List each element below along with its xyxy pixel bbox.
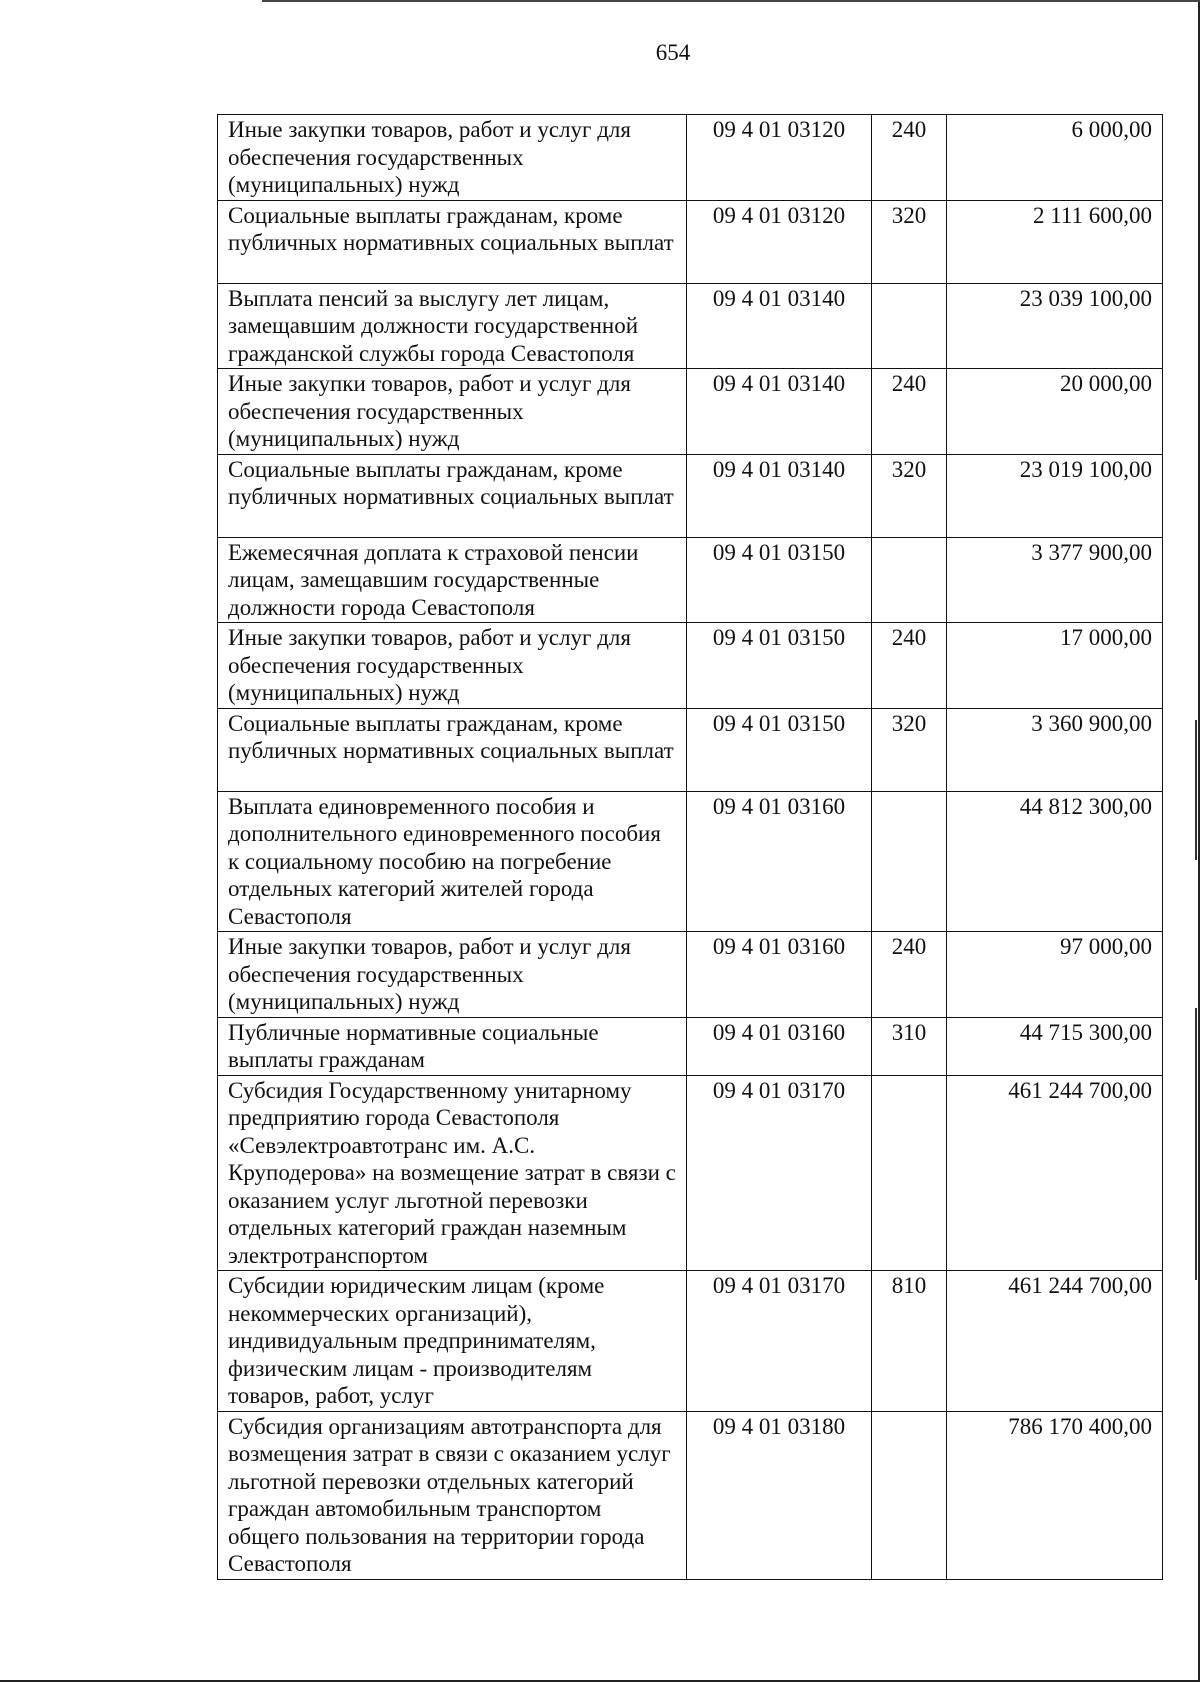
table-row xyxy=(218,115,1163,201)
amount-cell: 20 000,00 xyxy=(947,369,1163,455)
expense-type-cell xyxy=(872,1075,947,1271)
table-row xyxy=(218,283,1163,369)
expense-name-cell: Иные закупки товаров, работ и услуг для обеспечения государственных (муниципальных) нужд xyxy=(218,369,687,455)
table-row xyxy=(218,1017,1163,1075)
expense-type-cell: 240 xyxy=(872,369,947,455)
target-code-cell: 09 4 01 03160 xyxy=(687,1017,872,1075)
expense-type-cell: 240 xyxy=(872,115,947,201)
target-code-cell: 09 4 01 03160 xyxy=(687,791,872,932)
target-code-cell: 09 4 01 03150 xyxy=(687,537,872,623)
expense-type-cell: 320 xyxy=(872,454,947,537)
table-row xyxy=(218,369,1163,455)
expense-name-cell: Иные закупки товаров, работ и услуг для обеспечения государственных (муниципальных) нужд xyxy=(218,932,687,1018)
amount-cell: 3 360 900,00 xyxy=(947,708,1163,791)
scan-top-edge xyxy=(262,0,1200,2)
table-row xyxy=(218,1411,1163,1579)
expense-type-cell xyxy=(872,1411,947,1579)
amount-cell: 23 039 100,00 xyxy=(947,283,1163,369)
target-code-cell: 09 4 01 03140 xyxy=(687,369,872,455)
table-row xyxy=(218,708,1163,791)
expense-type-cell: 240 xyxy=(872,623,947,709)
expense-type-cell: 240 xyxy=(872,932,947,1018)
page-number: 654 xyxy=(655,40,691,65)
amount-cell: 17 000,00 xyxy=(947,623,1163,709)
amount-cell: 23 019 100,00 xyxy=(947,454,1163,537)
expense-name-cell: Социальные выплаты гражданам, кроме публичных нормативных социальных выплат xyxy=(218,708,687,791)
expense-name-cell: Выплата единовременного пособия и дополнительного единовременного пособия к социальному пособию на погребение отдельных категорий жителей города Севастополя xyxy=(218,791,687,932)
amount-cell: 461 244 700,00 xyxy=(947,1075,1163,1271)
expense-type-cell: 320 xyxy=(872,200,947,283)
scan-edge-mark xyxy=(1195,1008,1197,1280)
expense-name-cell: Субсидии юридическим лицам (кроме некоммерческих организаций), индивидуальным предпринимателям, физическим лицам - производителям товаров, работ, услуг xyxy=(218,1271,687,1412)
budget-table xyxy=(217,114,1163,1580)
table-row xyxy=(218,791,1163,932)
target-code-cell: 09 4 01 03140 xyxy=(687,454,872,537)
expense-name-cell: Социальные выплаты гражданам, кроме публичных нормативных социальных выплат xyxy=(218,454,687,537)
amount-cell: 6 000,00 xyxy=(947,115,1163,201)
target-code-cell: 09 4 01 03150 xyxy=(687,623,872,709)
table-row xyxy=(218,537,1163,623)
table-row xyxy=(218,932,1163,1018)
target-code-cell: 09 4 01 03160 xyxy=(687,932,872,1018)
expense-name-cell: Иные закупки товаров, работ и услуг для обеспечения государственных (муниципальных) нужд xyxy=(218,623,687,709)
amount-cell: 2 111 600,00 xyxy=(947,200,1163,283)
amount-cell: 786 170 400,00 xyxy=(947,1411,1163,1579)
table-row xyxy=(218,623,1163,709)
target-code-cell: 09 4 01 03170 xyxy=(687,1271,872,1412)
target-code-cell: 09 4 01 03140 xyxy=(687,283,872,369)
table-row xyxy=(218,200,1163,283)
table-row xyxy=(218,1271,1163,1412)
amount-cell: 97 000,00 xyxy=(947,932,1163,1018)
expense-name-cell: Иные закупки товаров, работ и услуг для обеспечения государственных (муниципальных) нужд xyxy=(218,115,687,201)
budget-table-body xyxy=(218,115,1163,1580)
expense-name-cell: Субсидия Государственному унитарному предприятию города Севастополя «Севэлектроавтотранс им. А.С. Круподерова» на возмещение затрат в связи с оказанием услуг льготной перевозки отдельных категорий граждан наземным электротранспортом xyxy=(218,1075,687,1271)
expense-type-cell: 320 xyxy=(872,708,947,791)
expense-name-cell: Выплата пенсий за выслугу лет лицам, замещавшим должности государственной гражданской службы города Севастополя xyxy=(218,283,687,369)
target-code-cell: 09 4 01 03120 xyxy=(687,200,872,283)
amount-cell: 44 715 300,00 xyxy=(947,1017,1163,1075)
expense-name-cell: Ежемесячная доплата к страховой пенсии лицам, замещавшим государственные должности города Севастополя xyxy=(218,537,687,623)
expense-type-cell xyxy=(872,791,947,932)
amount-cell: 3 377 900,00 xyxy=(947,537,1163,623)
table-row xyxy=(218,454,1163,537)
expense-type-cell: 810 xyxy=(872,1271,947,1412)
expense-name-cell: Социальные выплаты гражданам, кроме публичных нормативных социальных выплат xyxy=(218,200,687,283)
target-code-cell: 09 4 01 03180 xyxy=(687,1411,872,1579)
expense-name-cell: Субсидия организациям автотранспорта для возмещения затрат в связи с оказанием услуг льготной перевозки отдельных категорий граждан автомобильным транспортом общего пользования на территории города Севастополя xyxy=(218,1411,687,1579)
amount-cell: 461 244 700,00 xyxy=(947,1271,1163,1412)
target-code-cell: 09 4 01 03120 xyxy=(687,115,872,201)
expense-name-cell: Публичные нормативные социальные выплаты гражданам xyxy=(218,1017,687,1075)
target-code-cell: 09 4 01 03150 xyxy=(687,708,872,791)
expense-type-cell: 310 xyxy=(872,1017,947,1075)
expense-type-cell xyxy=(872,537,947,623)
amount-cell: 44 812 300,00 xyxy=(947,791,1163,932)
scan-edge-mark xyxy=(1195,720,1197,860)
expense-type-cell xyxy=(872,283,947,369)
table-row xyxy=(218,1075,1163,1271)
target-code-cell: 09 4 01 03170 xyxy=(687,1075,872,1271)
